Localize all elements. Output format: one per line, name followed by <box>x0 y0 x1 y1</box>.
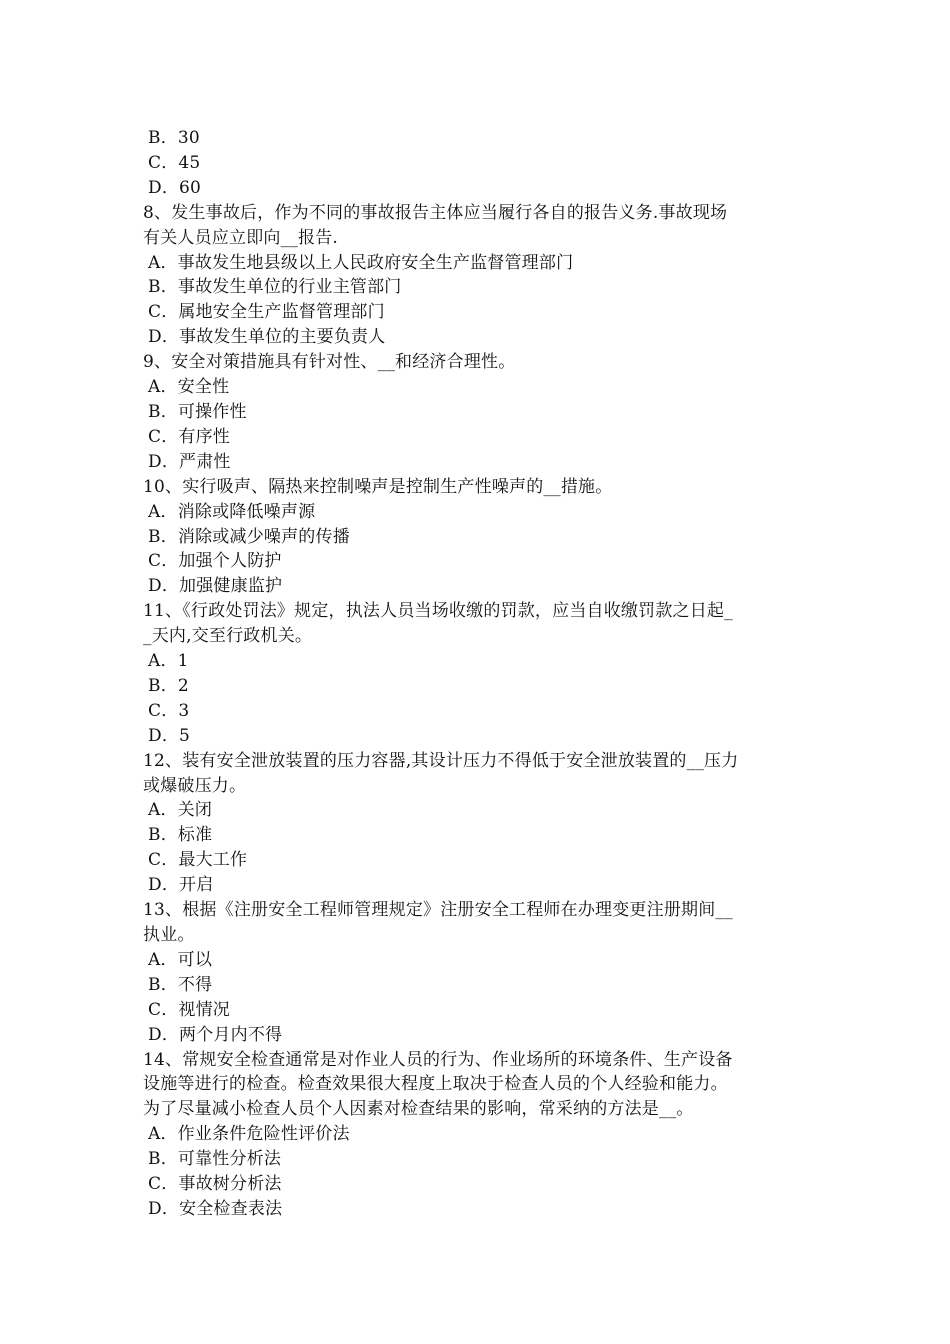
option-a: A．1 <box>148 651 189 672</box>
option-d: D．60 <box>148 177 202 198</box>
option-c: C．3 <box>148 700 190 721</box>
option-d: D．事故发生单位的主要负责人 <box>148 327 386 348</box>
question-stem-line: 执业。 <box>143 925 195 945</box>
option-c: C．属地安全生产监督管理部门 <box>148 302 385 323</box>
question-stem-line: 12、装有安全泄放装置的压力容器,其设计压力不得低于安全泄放装置的__压力 <box>143 750 739 771</box>
question-stem-line: _天内,交至行政机关。 <box>143 626 313 647</box>
question-stem-line: 13、根据《注册安全工程师管理规定》注册安全工程师在办理变更注册期间__ <box>143 900 733 921</box>
option-b: B．标准 <box>148 825 213 846</box>
option-a: A．作业条件危险性评价法 <box>148 1124 350 1145</box>
option-d: D．5 <box>148 725 191 746</box>
question-stem-line: 10、实行吸声、隔热来控制噪声是控制生产性噪声的__措施。 <box>143 476 613 497</box>
question-stem-line: 14、常规安全检查通常是对作业人员的行为、作业场所的环境条件、生产设备 <box>143 1049 733 1070</box>
question-14 <box>143 1048 813 1222</box>
question-stem-line: 8、发生事故后，作为不同的事故报告主体应当履行各自的报告义务.事故现场 <box>143 202 728 223</box>
question-9 <box>143 350 813 475</box>
question-stem-line: 或爆破压力。 <box>143 775 247 796</box>
option-b: B．可操作性 <box>148 401 247 422</box>
question-stem-line: 9、安全对策措施具有针对性、__和经济合理性。 <box>143 352 516 373</box>
option-c: C．有序性 <box>148 426 231 447</box>
option-c: C．事故树分析法 <box>148 1174 282 1195</box>
option-d: D．严肃性 <box>148 451 231 472</box>
option-c: C．最大工作 <box>148 850 248 871</box>
option-c: C．视情况 <box>148 999 231 1020</box>
option-b: B．2 <box>148 675 189 696</box>
option-d: D．开启 <box>148 875 214 896</box>
question-stem-line: 为了尽量减小检查人员个人因素对检查结果的影响，常采纳的方法是__。 <box>143 1099 694 1120</box>
option-b: B．30 <box>148 128 200 148</box>
leading-options <box>143 126 813 201</box>
option-d: D．加强健康监护 <box>148 576 283 597</box>
document-body <box>143 126 813 1222</box>
option-d: D．安全检查表法 <box>148 1198 283 1219</box>
question-stem-line: 设施等进行的检查。检查效果很大程度上取决于检查人员的个人经验和能力。 <box>143 1074 728 1095</box>
option-c: C．45 <box>148 152 201 173</box>
question-13 <box>143 898 813 1047</box>
question-8 <box>143 201 813 350</box>
option-a: A．安全性 <box>148 377 230 398</box>
question-11 <box>143 599 813 748</box>
option-d: D．两个月内不得 <box>148 1024 283 1045</box>
question-12 <box>143 749 813 898</box>
option-a: A．事故发生地县级以上人民政府安全生产监督管理部门 <box>148 252 574 273</box>
option-a: A．关闭 <box>148 800 213 821</box>
option-b: B．不得 <box>148 974 213 995</box>
option-b: B．消除或减少噪声的传播 <box>148 526 350 547</box>
option-c: C．加强个人防护 <box>148 551 282 572</box>
option-b: B．事故发生单位的行业主管部门 <box>148 277 402 298</box>
question-stem-line: 有关人员应立即向__报告. <box>143 227 339 248</box>
question-10 <box>143 475 813 600</box>
option-a: A．消除或降低噪声源 <box>148 501 316 522</box>
option-b: B．可靠性分析法 <box>148 1149 282 1170</box>
option-a: A．可以 <box>148 949 213 970</box>
question-stem-line: 11、《行政处罚法》规定，执法人员当场收缴的罚款，应当自收缴罚款之日起_ <box>143 601 733 622</box>
